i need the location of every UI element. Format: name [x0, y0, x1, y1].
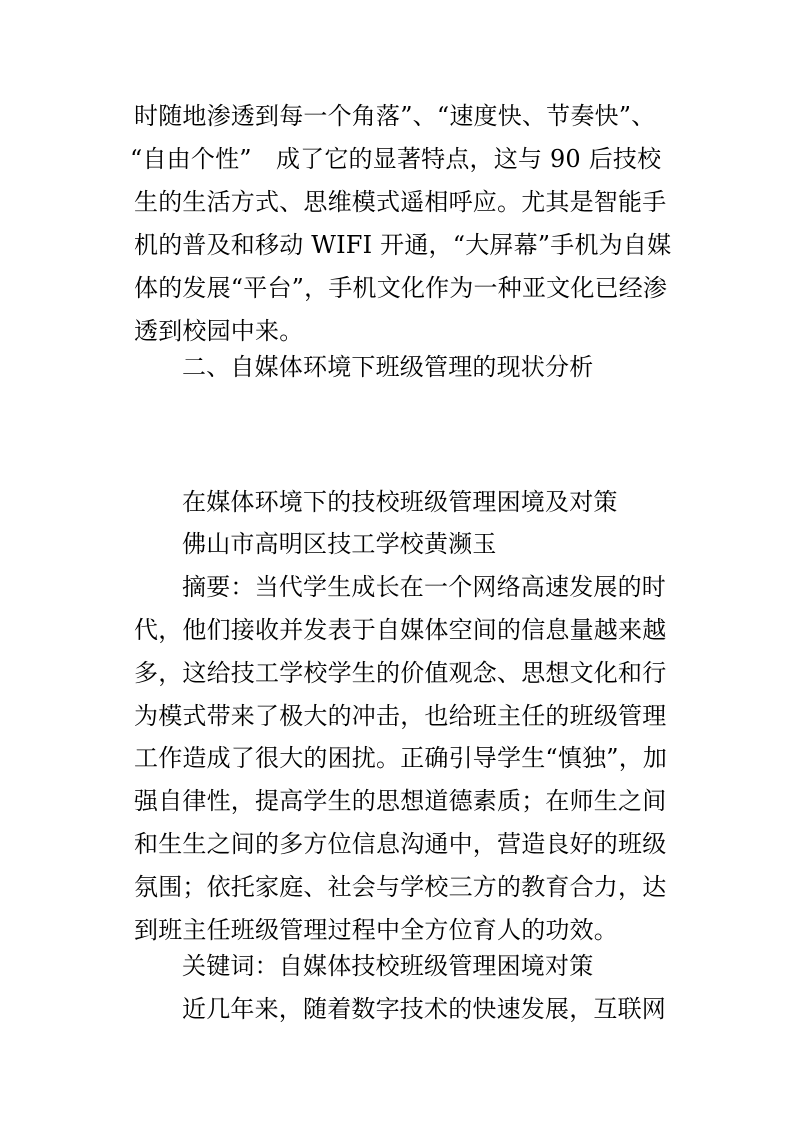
intro-line: 近几年来，随着数字技术的快速发展，互联网	[182, 995, 666, 1023]
paragraph-line: 透到校园中来。	[134, 317, 304, 345]
article-author: 佛山市高明区技工学校黄濒玉	[182, 530, 497, 558]
abstract-line: 为模式带来了极大的冲击，也给班主任的班级管理	[134, 702, 667, 730]
abstract-line: 到班主任班级管理过程中全方位育人的功效。	[134, 916, 618, 944]
paragraph-line: “自由个性” 成了它的显著特点，这与 90 后技校	[130, 145, 662, 173]
paragraph-line: 时随地渗透到每一个角落”、“速度快、节奏快”、	[134, 102, 656, 130]
article-title: 在媒体环境下的技校班级管理困境及对策	[182, 488, 618, 516]
abstract-line: 强自律性，提高学生的思想道德素质；在师生之间	[134, 787, 667, 815]
abstract-line: 和生生之间的多方位信息沟通中，营造良好的班级	[134, 830, 667, 858]
abstract-line: 工作造成了很大的困扰。正确引导学生“慎独”，加	[134, 744, 668, 772]
section-heading: 二、自媒体环境下班级管理的现状分析	[182, 353, 594, 381]
abstract-line: 氛围；依托家庭、社会与学校三方的教育合力，达	[134, 873, 667, 901]
paragraph-line: 生的生活方式、思维模式遥相呼应。尤其是智能手	[134, 188, 667, 216]
abstract-line: 代，他们接收并发表于自媒体空间的信息量越来越	[134, 616, 667, 644]
abstract-line: 摘要：当代学生成长在一个网络高速发展的时	[182, 573, 666, 601]
paragraph-line: 机的普及和移动 WIFI 开通，“大屏幕”手机为自媒	[134, 231, 672, 259]
keywords-line: 关键词：自媒体技校班级管理困境对策	[182, 952, 594, 980]
abstract-line: 多，这给技工学校学生的价值观念、思想文化和行	[134, 659, 667, 687]
paragraph-line: 体的发展“平台”，手机文化作为一种亚文化已经渗	[134, 274, 668, 302]
